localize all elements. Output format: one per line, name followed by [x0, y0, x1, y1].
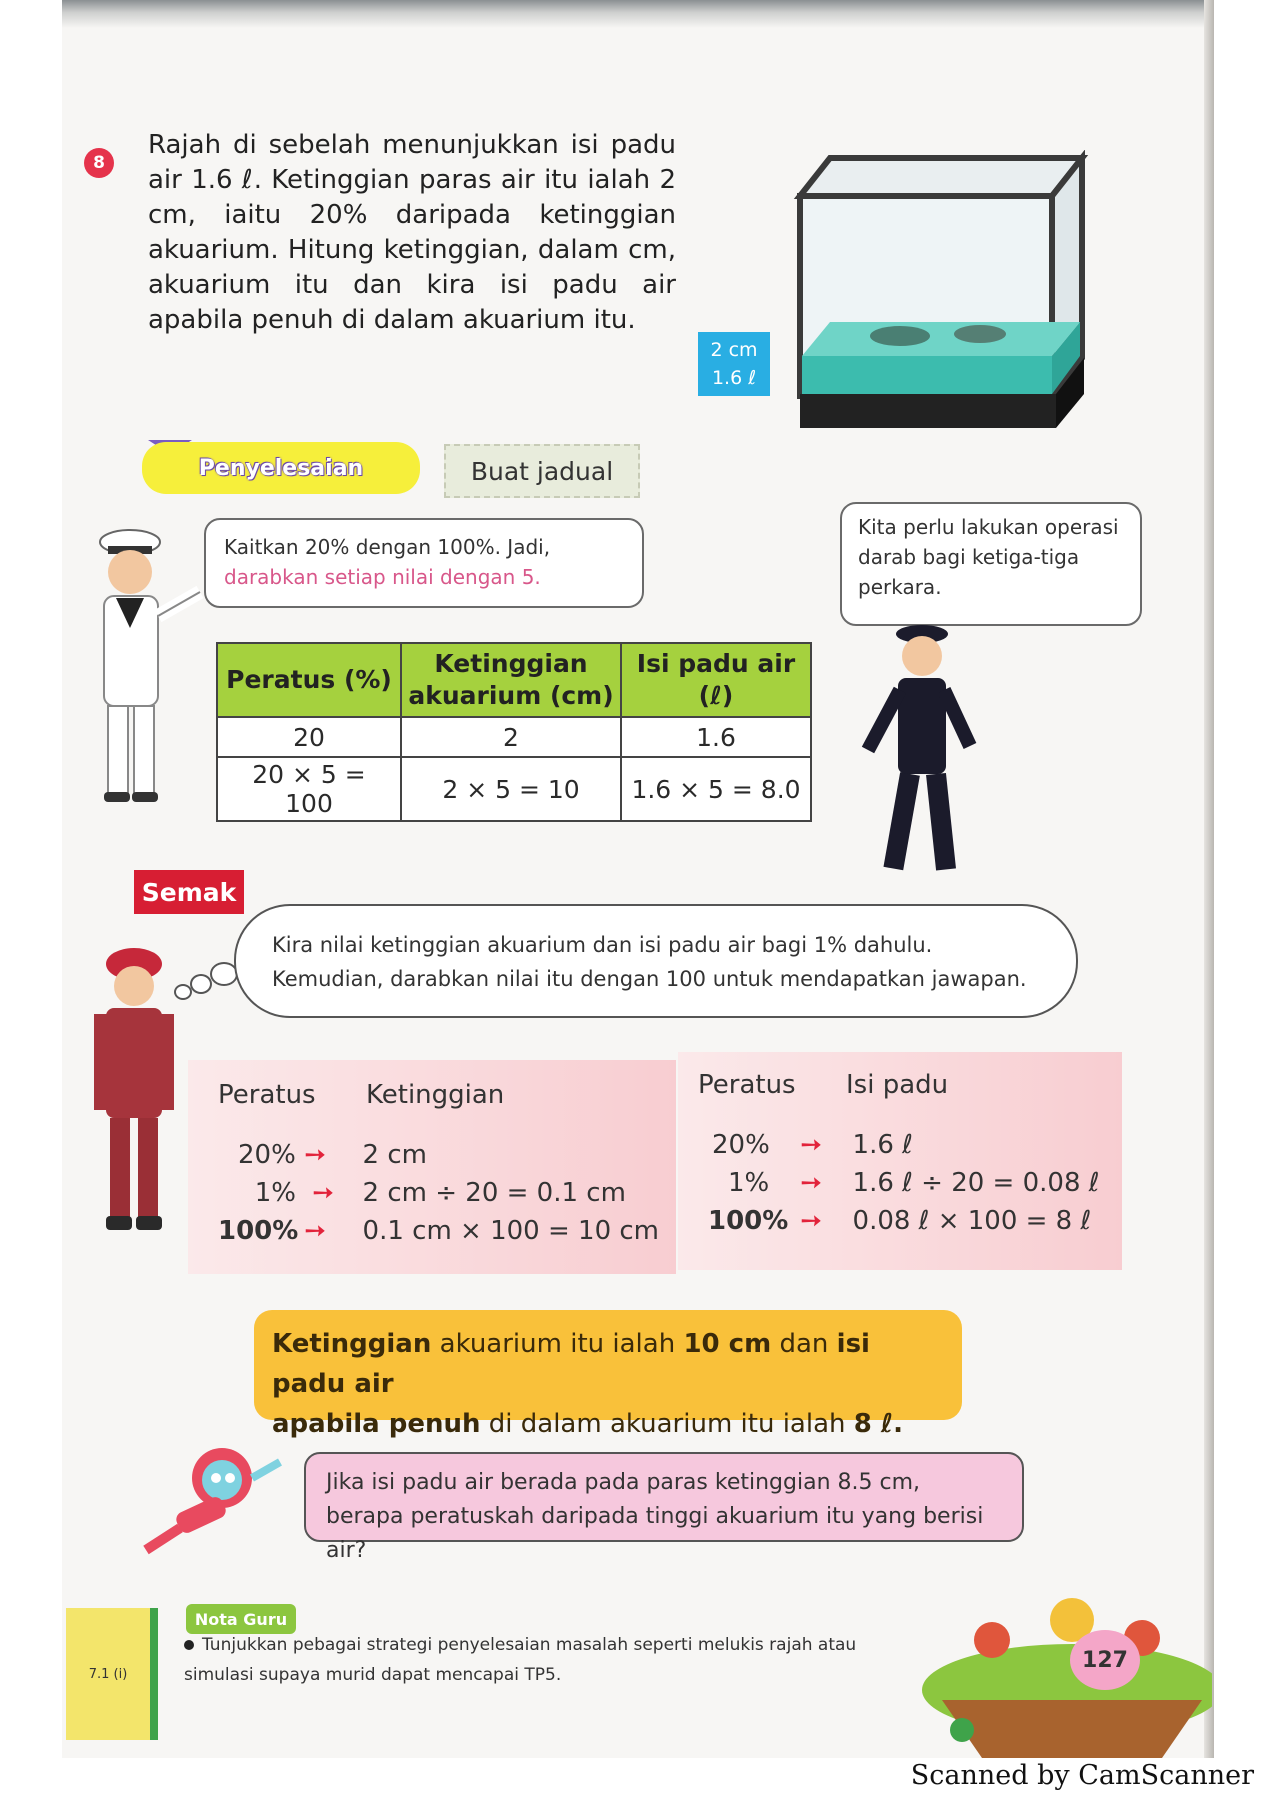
table-row — [217, 717, 811, 757]
table-header-cell: Peratus (%) — [217, 643, 401, 717]
table-cell: 20 × 5 = 100 — [217, 757, 401, 821]
extension-question-bubble: Jika isi padu air berada pada paras ketinggian 8.5 cm, berapa peratuskah daripada tinggi akuarium itu yang berisi air? — [304, 1452, 1024, 1542]
solution-heading: Penyelesaian — [142, 442, 420, 494]
answer-part: di dalam akuarium itu ialah — [480, 1409, 854, 1439]
bullet-icon — [184, 1640, 194, 1650]
aquarium-illustration — [790, 150, 1110, 440]
volume-check-panel — [678, 1052, 1122, 1270]
table-cell: 1.6 × 5 = 8.0 — [621, 757, 811, 821]
pilot-character-illustration — [842, 620, 1002, 890]
answer-part: dan — [771, 1329, 837, 1359]
textbook-page — [62, 0, 1214, 1758]
table-header-cell: Isi padu air (ℓ) — [621, 643, 811, 717]
panel-column-label: Ketinggian — [366, 1080, 505, 1110]
table-cell: 2 × 5 = 10 — [401, 757, 621, 821]
teacher-note-body: Tunjukkan pebagai strategi penyelesaian masalah seperti melukis rajah atau simulasi supaya murid dapat mencapai TP5. — [184, 1635, 857, 1685]
arrow-icon: ➙ — [800, 1130, 823, 1160]
answer-part: Ketinggian — [272, 1329, 432, 1359]
teacher-note-label: Nota Guru — [186, 1604, 296, 1634]
calc-percent: 1% — [728, 1168, 770, 1198]
panel-column-label: Peratus — [218, 1080, 316, 1110]
calc-value: 2 cm — [362, 1140, 427, 1170]
strategy-label: Buat jadual — [444, 444, 640, 498]
calc-value: 2 cm ÷ 20 = 0.1 cm — [362, 1178, 626, 1208]
water-level-tag — [698, 332, 770, 396]
calc-percent: 100% — [708, 1206, 789, 1236]
page-top-shadow — [62, 0, 1214, 28]
calc-row — [238, 1174, 658, 1212]
problem-text: Rajah di sebelah menunjukkan isi padu air 1.6 ℓ. Ketinggian paras air itu ialah 2 cm, iaitu 20% daripada ketinggian akuarium. Hitung ketinggian, dalam cm, akuarium itu dan kira isi padu air apabila penuh di dalam akuarium itu. — [148, 130, 676, 335]
answer-part: 10 cm — [683, 1329, 772, 1359]
calc-row — [712, 1126, 1112, 1164]
robot-character-illustration — [136, 1438, 286, 1558]
answer-box — [254, 1310, 962, 1439]
answer-part: apabila penuh — [272, 1409, 481, 1439]
calc-value: 1.6 ℓ ÷ 20 = 0.08 ℓ — [852, 1168, 1100, 1198]
water-height-label: 2 cm — [710, 339, 758, 361]
table-cell: 2 — [401, 717, 621, 757]
table-header-cell: Ketinggian akuarium (cm) — [401, 643, 621, 717]
calc-value: 1.6 ℓ — [852, 1130, 913, 1160]
calc-percent: 20% — [238, 1140, 296, 1170]
calc-percent: 1% — [254, 1178, 296, 1208]
sailor-speech-line1: Kaitkan 20% dengan 100%. Jadi, — [224, 535, 551, 559]
arrow-icon: ➙ — [312, 1178, 335, 1208]
sailor-speech-line2: darabkan setiap nilai dengan 5. — [224, 565, 541, 589]
check-heading: Semak — [134, 870, 244, 914]
answer-part: isi padu air — [272, 1329, 870, 1399]
decorative-landscape-illustration — [922, 1580, 1212, 1758]
answer-part: akuarium itu ialah — [431, 1329, 684, 1359]
panel-column-label: Isi padu — [846, 1070, 949, 1100]
scanner-watermark: Scanned by CamScanner — [910, 1760, 1254, 1791]
table-cell: 1.6 — [621, 717, 811, 757]
table-cell: 20 — [217, 717, 401, 757]
solution-table — [216, 642, 812, 822]
calc-row — [712, 1164, 1112, 1202]
thought-dot — [174, 984, 192, 1000]
arrow-icon: ➙ — [304, 1216, 327, 1246]
calc-value: 0.08 ℓ × 100 = 8 ℓ — [852, 1206, 1092, 1236]
thought-dot — [190, 974, 212, 994]
question-number-badge: 8 — [84, 148, 114, 178]
page-right-edge — [1204, 0, 1214, 1758]
arrow-icon: ➙ — [800, 1168, 823, 1198]
pilot-speech-bubble: Kita perlu lakukan operasi darab bagi ketiga-tiga perkara. — [840, 502, 1142, 626]
arrow-icon: ➙ — [304, 1140, 327, 1170]
thought-cloud: Kira nilai ketinggian akuarium dan isi padu air bagi 1% dahulu. Kemudian, darabkan nilai itu dengan 100 untuk mendapatkan jawapan. — [234, 904, 1078, 1018]
calc-row — [218, 1212, 674, 1250]
water-volume-label: 1.6 ℓ — [711, 367, 757, 389]
sailor-character-illustration — [68, 520, 218, 810]
table-row — [217, 757, 811, 821]
calc-percent: 20% — [712, 1130, 770, 1160]
answer-part: 8 ℓ. — [853, 1409, 904, 1439]
arrow-icon: ➙ — [800, 1206, 823, 1236]
calc-value: 0.1 cm × 100 = 10 cm — [362, 1216, 659, 1246]
calc-row — [238, 1136, 658, 1174]
calc-row — [708, 1202, 1118, 1240]
table-header-row — [217, 643, 811, 717]
panel-column-label: Peratus — [698, 1070, 796, 1100]
page-number: 127 — [1070, 1630, 1140, 1690]
sailor-speech-bubble — [204, 518, 644, 608]
teacher-note-text — [184, 1630, 924, 1690]
height-check-panel — [188, 1060, 676, 1274]
syllabus-code-tab: 7.1 (i) — [66, 1608, 158, 1740]
calc-percent: 100% — [218, 1216, 299, 1246]
